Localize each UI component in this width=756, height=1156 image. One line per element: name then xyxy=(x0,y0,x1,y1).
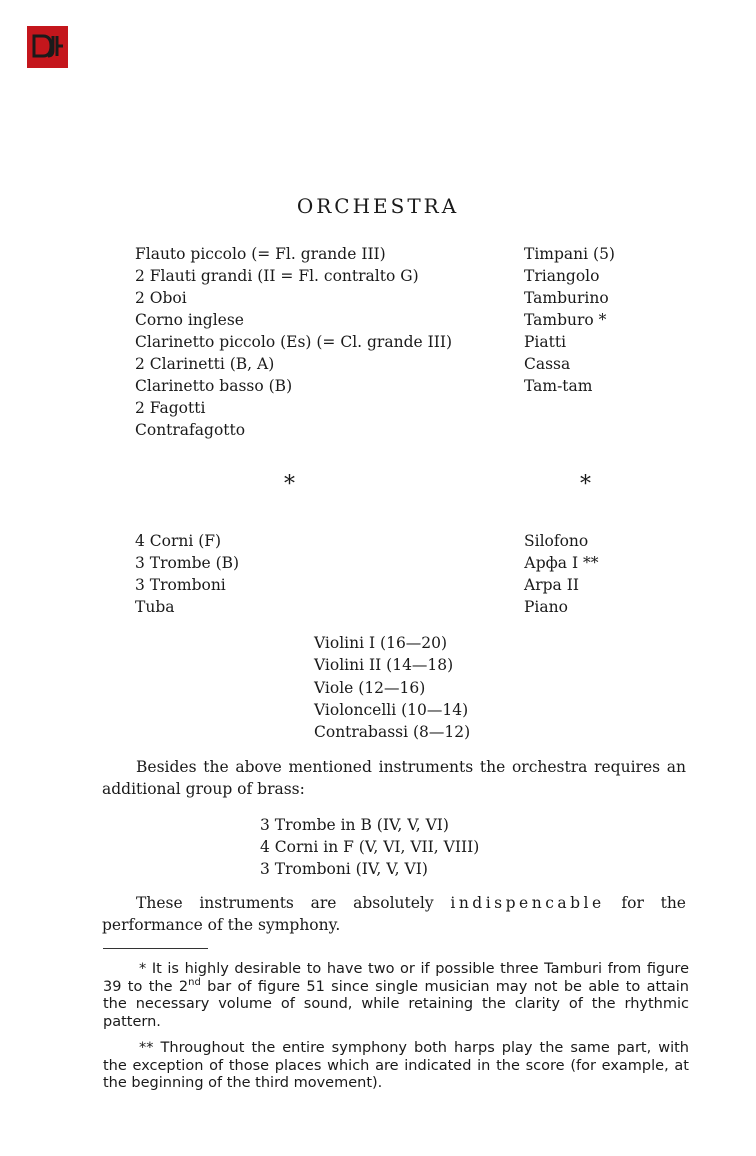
paragraph-text-end: for the performance of the symphony. xyxy=(102,894,686,934)
list-item: 4 Corni in F (V, VI, VII, VIII) xyxy=(260,838,480,857)
footnote-text-start: * It is highly desirable to have two or if possible three Tamburi from figure 39 to the 2 xyxy=(103,961,689,995)
list-item: Cassa xyxy=(524,355,571,373)
list-item: Arpa II xyxy=(524,576,579,594)
footnote-text: ** Throughout the entire symphony both harps play the same part, with the exception of those places which are indicated in the score (for example, at the beginning of the third movement). xyxy=(103,1040,689,1091)
list-item: Contrabassi (8—12) xyxy=(314,723,471,742)
list-item: 3 Trombe in B (IV, V, VI) xyxy=(260,816,449,834)
list-item: Flauto piccolo (= Fl. grande III) xyxy=(135,245,386,263)
besides-paragraph xyxy=(102,756,686,800)
page-title: ORCHESTRA xyxy=(296,194,460,218)
list-item: Timpani (5) xyxy=(524,245,615,263)
list-item: 4 Corni (F) xyxy=(135,532,222,550)
list-item: Piano xyxy=(524,598,568,616)
keyboards-list xyxy=(524,530,599,618)
list-item: Triangolo xyxy=(524,267,600,285)
list-item: 2 Oboi xyxy=(135,289,187,307)
list-item: Tamburino xyxy=(524,289,609,307)
list-item: Clarinetto basso (B) xyxy=(135,377,293,395)
emphasis-text: indispencable xyxy=(450,894,605,912)
logo-mark-icon xyxy=(27,26,68,68)
publisher-logo xyxy=(27,26,68,68)
list-item: 2 Flauti grandi (II = Fl. contralto G) xyxy=(135,267,419,285)
list-item: Violini I (16—20) xyxy=(314,634,448,652)
list-item: Contrafagotto xyxy=(135,421,246,439)
list-item: 3 Trombe (B) xyxy=(135,554,240,572)
separator-star-left: * xyxy=(284,472,295,497)
strings-list xyxy=(314,632,470,743)
list-item: 2 Fagotti xyxy=(135,399,206,417)
footnote-text-end: bar of figure 51 since single musician may not be able to attain the necessary volume of sound, while retaining the clarity of the rhythmic pattern. xyxy=(103,978,689,1030)
footnote-tamburi xyxy=(103,961,689,1031)
list-item: 2 Clarinetti (B, A) xyxy=(135,355,275,373)
woodwinds-list xyxy=(135,243,452,441)
percussion-list xyxy=(524,243,615,397)
list-item: Tamburo * xyxy=(524,311,607,329)
list-item: Tam-tam xyxy=(524,377,593,395)
separator-star-right: * xyxy=(580,472,591,497)
footnote-divider xyxy=(103,948,208,949)
list-item: Piatti xyxy=(524,333,567,351)
list-item: Violoncelli (10—14) xyxy=(314,700,469,719)
list-item: Violini II (14—18) xyxy=(314,656,454,675)
ordinal-superscript: nd xyxy=(188,976,201,988)
paragraph-text-start: These instruments are absolutely xyxy=(136,894,434,912)
list-item: Арфа I ** xyxy=(524,554,599,572)
list-item: Viole (12—16) xyxy=(314,678,426,697)
list-item: 3 Tromboni (IV, V, VI) xyxy=(260,860,428,879)
brass-list xyxy=(135,530,239,618)
list-item: Silofono xyxy=(524,532,589,550)
list-item: Tuba xyxy=(135,598,175,616)
list-item: 3 Tromboni xyxy=(135,576,226,594)
indispensable-paragraph xyxy=(102,892,686,936)
paragraph-text: Besides the above mentioned instruments the orchestra requires an additional group of brass: xyxy=(102,758,686,798)
footnote-harps xyxy=(103,1040,689,1093)
additional-brass-list xyxy=(260,814,479,881)
list-item: Corno inglese xyxy=(135,311,244,329)
list-item: Clarinetto piccolo (Es) (= Cl. grande III) xyxy=(135,333,453,351)
